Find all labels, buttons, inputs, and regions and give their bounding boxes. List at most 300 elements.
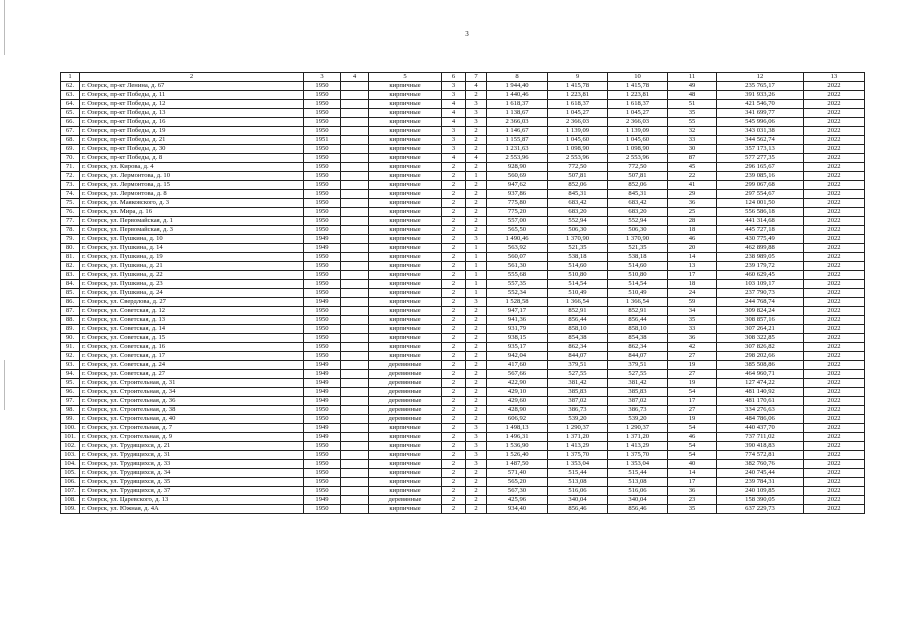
year-built-cell: 1950 [304,172,341,181]
cost-cell: 334 276,63 [717,406,804,415]
row-number-cell: 67. [61,127,80,136]
total-area-cell: 429,60 [487,397,548,406]
floors-cell: 2 [442,316,466,325]
year-cell: 2022 [804,442,865,451]
entrances-cell: 2 [466,190,487,199]
total-area-cell: 417,60 [487,361,548,370]
entrances-cell: 2 [466,316,487,325]
floors-cell: 2 [442,415,466,424]
col-4-cell [341,424,369,433]
year-cell: 2022 [804,334,865,343]
residents-cell: 46 [668,433,717,442]
table-row [61,469,865,478]
living-area-2-cell: 854,38 [608,334,668,343]
cost-cell: 308 857,16 [717,316,804,325]
address-cell: г. Озерск, ул. Трудящихся, д. 21 [80,442,304,451]
floors-cell: 2 [442,469,466,478]
total-area-cell: 571,40 [487,469,548,478]
residents-cell: 36 [668,199,717,208]
col-4-cell [341,172,369,181]
table-row [61,379,865,388]
year-cell: 2022 [804,145,865,154]
table-row [61,226,865,235]
wall-material-cell: кирпичные [369,298,442,307]
row-number-cell: 75. [61,199,80,208]
total-area-cell: 1 526,40 [487,451,548,460]
year-cell: 2022 [804,109,865,118]
table-row [61,199,865,208]
living-area-2-cell: 506,30 [608,226,668,235]
living-area-cell: 552,94 [548,217,608,226]
living-area-cell: 1 353,04 [548,460,608,469]
residents-cell: 35 [668,109,717,118]
row-number-cell: 73. [61,181,80,190]
col-4-cell [341,82,369,91]
total-area-cell: 565,20 [487,478,548,487]
address-cell: г. Озерск, ул. Строительная, д. 36 [80,397,304,406]
row-number-cell: 66. [61,118,80,127]
residents-cell: 17 [668,271,717,280]
address-cell: г. Озерск, ул. Пушкина, д. 10 [80,235,304,244]
year-cell: 2022 [804,433,865,442]
cost-cell: 556 586,18 [717,208,804,217]
year-cell: 2022 [804,478,865,487]
cost-cell: 296 165,67 [717,163,804,172]
total-area-cell: 1 490,46 [487,235,548,244]
residents-cell: 27 [668,406,717,415]
year-cell: 2022 [804,100,865,109]
row-number-cell: 85. [61,289,80,298]
entrances-cell: 3 [466,460,487,469]
year-built-cell: 1949 [304,496,341,505]
year-built-cell: 1950 [304,118,341,127]
row-number-cell: 100. [61,424,80,433]
living-area-cell: 340,04 [548,496,608,505]
living-area-2-cell: 1 415,78 [608,82,668,91]
col-4-cell [341,379,369,388]
cost-cell: 737 711,02 [717,433,804,442]
entrances-cell: 2 [466,415,487,424]
entrances-cell: 2 [466,379,487,388]
total-area-cell: 942,04 [487,352,548,361]
table-row [61,478,865,487]
floors-cell: 2 [442,424,466,433]
entrances-cell: 2 [466,388,487,397]
address-cell: г. Озерск, ул. Мира, д. 16 [80,208,304,217]
col-4-cell [341,415,369,424]
wall-material-cell: кирпичные [369,109,442,118]
year-built-cell: 1949 [304,298,341,307]
residents-cell: 36 [668,334,717,343]
residents-cell: 87 [668,154,717,163]
wall-material-cell: деревянные [369,406,442,415]
living-area-cell: 1 375,70 [548,451,608,460]
col-4-cell [341,262,369,271]
residents-cell: 51 [668,100,717,109]
wall-material-cell: кирпичные [369,208,442,217]
row-number-cell: 92. [61,352,80,361]
address-cell: г. Озерск, пр-кт Победы, д. 8 [80,154,304,163]
cost-cell: 244 768,74 [717,298,804,307]
cost-cell: 391 933,26 [717,91,804,100]
address-cell: г. Озерск, ул. Строительная, д. 9 [80,433,304,442]
row-number-cell: 70. [61,154,80,163]
year-built-cell: 1950 [304,91,341,100]
total-area-cell: 428,90 [487,406,548,415]
col-4-cell [341,388,369,397]
cost-cell: 297 554,67 [717,190,804,199]
wall-material-cell: кирпичные [369,226,442,235]
living-area-2-cell: 387,02 [608,397,668,406]
year-built-cell: 1949 [304,397,341,406]
col-4-cell [341,469,369,478]
table-row [61,316,865,325]
wall-material-cell: кирпичные [369,469,442,478]
living-area-2-cell: 507,81 [608,172,668,181]
address-cell: г. Озерск, ул. Советская, д. 12 [80,307,304,316]
floors-cell: 2 [442,397,466,406]
living-area-2-cell: 852,06 [608,181,668,190]
cost-cell: 299 067,68 [717,181,804,190]
entrances-cell: 3 [466,298,487,307]
total-area-cell: 1 155,87 [487,136,548,145]
address-cell: г. Озерск, ул. Лермонтова, д. 8 [80,190,304,199]
address-cell: г. Озерск, ул. Строительная, д. 7 [80,424,304,433]
wall-material-cell: кирпичные [369,280,442,289]
col-4-cell [341,244,369,253]
cost-cell: 441 314,68 [717,217,804,226]
address-cell: г. Озерск, ул. Советская, д. 15 [80,334,304,343]
table-row [61,100,865,109]
row-number-cell: 103. [61,451,80,460]
wall-material-cell: кирпичные [369,460,442,469]
total-area-cell: 560,69 [487,172,548,181]
year-built-cell: 1950 [304,460,341,469]
col-4-cell [341,316,369,325]
floors-cell: 3 [442,82,466,91]
year-cell: 2022 [804,190,865,199]
entrances-cell: 1 [466,289,487,298]
floors-cell: 2 [442,442,466,451]
living-area-2-cell: 1 223,81 [608,91,668,100]
table-row [61,361,865,370]
floors-cell: 3 [442,136,466,145]
living-area-cell: 852,91 [548,307,608,316]
year-built-cell: 1950 [304,487,341,496]
margin-mark [4,360,5,410]
living-area-cell: 1 139,09 [548,127,608,136]
year-cell: 2022 [804,118,865,127]
living-area-2-cell: 538,18 [608,253,668,262]
entrances-cell: 2 [466,505,487,514]
table-row [61,127,865,136]
table-row [61,280,865,289]
row-number-cell: 72. [61,172,80,181]
table-row [61,253,865,262]
year-built-cell: 1949 [304,235,341,244]
wall-material-cell: кирпичные [369,199,442,208]
residents-cell: 14 [668,253,717,262]
year-cell: 2022 [804,325,865,334]
living-area-cell: 858,10 [548,325,608,334]
year-cell: 2022 [804,82,865,91]
entrances-cell: 1 [466,280,487,289]
entrances-cell: 2 [466,343,487,352]
floors-cell: 3 [442,127,466,136]
entrances-cell: 2 [466,217,487,226]
floors-cell: 2 [442,244,466,253]
year-built-cell: 1950 [304,208,341,217]
year-cell: 2022 [804,91,865,100]
col-4-cell [341,109,369,118]
table-row [61,190,865,199]
year-built-cell: 1949 [304,379,341,388]
address-cell: г. Озерск, ул. Лермонтова, д. 15 [80,181,304,190]
wall-material-cell: кирпичные [369,253,442,262]
col-4-cell [341,190,369,199]
living-area-cell: 1 413,29 [548,442,608,451]
total-area-cell: 1 536,90 [487,442,548,451]
year-built-cell: 1950 [304,325,341,334]
living-area-2-cell: 515,44 [608,469,668,478]
living-area-2-cell: 844,07 [608,352,668,361]
row-number-cell: 62. [61,82,80,91]
residents-cell: 13 [668,262,717,271]
cost-cell: 341 699,77 [717,109,804,118]
year-built-cell: 1950 [304,406,341,415]
address-cell: г. Озерск, пр-кт Победы, д. 21 [80,136,304,145]
living-area-cell: 538,18 [548,253,608,262]
living-area-cell: 1 618,37 [548,100,608,109]
living-area-2-cell: 852,91 [608,307,668,316]
wall-material-cell: кирпичные [369,154,442,163]
living-area-2-cell: 379,51 [608,361,668,370]
cost-cell: 308 322,85 [717,334,804,343]
wall-material-cell: кирпичные [369,118,442,127]
address-cell: г. Озерск, ул. Советская, д. 16 [80,343,304,352]
floors-cell: 2 [442,361,466,370]
entrances-cell: 3 [466,100,487,109]
address-cell: г. Озерск, ул. Пушкина, д. 14 [80,244,304,253]
address-cell: г. Озерск, ул. Первомайская, д. 3 [80,226,304,235]
col-4-cell [341,433,369,442]
floors-cell: 2 [442,343,466,352]
year-built-cell: 1950 [304,154,341,163]
residents-cell: 29 [668,190,717,199]
living-area-2-cell: 1 290,37 [608,424,668,433]
header-cell: 12 [717,73,804,82]
row-number-cell: 102. [61,442,80,451]
col-4-cell [341,181,369,190]
year-cell: 2022 [804,352,865,361]
year-built-cell: 1950 [304,190,341,199]
year-built-cell: 1950 [304,262,341,271]
year-built-cell: 1950 [304,145,341,154]
year-cell: 2022 [804,370,865,379]
total-area-cell: 1 440,46 [487,91,548,100]
living-area-cell: 1 290,37 [548,424,608,433]
address-cell: г. Озерск, пр-кт Победы, д. 11 [80,91,304,100]
entrances-cell: 1 [466,271,487,280]
col-4-cell [341,280,369,289]
table-row [61,406,865,415]
total-area-cell: 422,90 [487,379,548,388]
total-area-cell: 931,79 [487,325,548,334]
entrances-cell: 2 [466,136,487,145]
residents-cell: 35 [668,505,717,514]
residents-cell: 48 [668,91,717,100]
floors-cell: 2 [442,271,466,280]
row-number-cell: 107. [61,487,80,496]
residents-cell: 41 [668,181,717,190]
wall-material-cell: кирпичные [369,325,442,334]
row-number-cell: 94. [61,370,80,379]
entrances-cell: 3 [466,451,487,460]
floors-cell: 2 [442,190,466,199]
year-cell: 2022 [804,388,865,397]
row-number-cell: 76. [61,208,80,217]
cost-cell: 774 572,81 [717,451,804,460]
table-row [61,442,865,451]
wall-material-cell: кирпичные [369,487,442,496]
cost-cell: 445 727,18 [717,226,804,235]
total-area-cell: 429,10 [487,388,548,397]
year-cell: 2022 [804,379,865,388]
table-row [61,397,865,406]
entrances-cell: 1 [466,253,487,262]
wall-material-cell: деревянные [369,388,442,397]
living-area-cell: 506,30 [548,226,608,235]
living-area-cell: 515,44 [548,469,608,478]
wall-material-cell: кирпичные [369,100,442,109]
cost-cell: 464 960,71 [717,370,804,379]
row-number-cell: 80. [61,244,80,253]
floors-cell: 2 [442,208,466,217]
living-area-2-cell: 2 553,96 [608,154,668,163]
year-built-cell: 1950 [304,478,341,487]
living-area-cell: 1 098,90 [548,145,608,154]
living-area-cell: 514,54 [548,280,608,289]
address-cell: г. Озерск, ул. Строительная, д. 38 [80,406,304,415]
header-cell: 5 [369,73,442,82]
year-cell: 2022 [804,451,865,460]
living-area-2-cell: 862,34 [608,343,668,352]
living-area-cell: 1 045,60 [548,136,608,145]
total-area-cell: 606,92 [487,415,548,424]
residents-cell: 40 [668,460,717,469]
wall-material-cell: кирпичные [369,172,442,181]
year-built-cell: 1950 [304,442,341,451]
table-row [61,109,865,118]
header-cell: 6 [442,73,466,82]
entrances-cell: 3 [466,433,487,442]
total-area-cell: 938,15 [487,334,548,343]
year-cell: 2022 [804,217,865,226]
year-built-cell: 1950 [304,316,341,325]
address-cell: г. Озерск, ул. Трудящихся, д. 35 [80,478,304,487]
living-area-cell: 513,08 [548,478,608,487]
wall-material-cell: кирпичные [369,289,442,298]
col-4-cell [341,352,369,361]
table-row [61,217,865,226]
wall-material-cell: кирпичные [369,262,442,271]
year-built-cell: 1949 [304,361,341,370]
entrances-cell: 2 [466,145,487,154]
col-4-cell [341,505,369,514]
residents-cell: 18 [668,280,717,289]
wall-material-cell: кирпичные [369,244,442,253]
address-cell: г. Озерск, ул. Трудящихся, д. 34 [80,469,304,478]
year-built-cell: 1950 [304,343,341,352]
living-area-cell: 1 223,81 [548,91,608,100]
table-row [61,496,865,505]
living-area-2-cell: 513,08 [608,478,668,487]
floors-cell: 3 [442,91,466,100]
year-built-cell: 1950 [304,505,341,514]
residents-cell: 22 [668,172,717,181]
year-built-cell: 1950 [304,199,341,208]
col-4-cell [341,235,369,244]
residents-cell: 32 [668,127,717,136]
living-area-cell: 379,51 [548,361,608,370]
address-cell: г. Озерск, ул. Советская, д. 13 [80,316,304,325]
total-area-cell: 2 553,96 [487,154,548,163]
residents-cell: 54 [668,388,717,397]
col-4-cell [341,478,369,487]
wall-material-cell: кирпичные [369,145,442,154]
header-cell: 3 [304,73,341,82]
living-area-2-cell: 514,60 [608,262,668,271]
total-area-cell: 935,17 [487,343,548,352]
entrances-cell: 2 [466,226,487,235]
entrances-cell: 2 [466,199,487,208]
entrances-cell: 3 [466,442,487,451]
cost-cell: 357 173,13 [717,145,804,154]
living-area-cell: 514,60 [548,262,608,271]
col-4-cell [341,334,369,343]
row-number-cell: 97. [61,397,80,406]
cost-cell: 385 508,86 [717,361,804,370]
year-cell: 2022 [804,496,865,505]
living-area-cell: 510,49 [548,289,608,298]
total-area-cell: 557,00 [487,217,548,226]
table-row [61,307,865,316]
floors-cell: 2 [442,433,466,442]
table-row [61,289,865,298]
floors-cell: 2 [442,253,466,262]
floors-cell: 2 [442,163,466,172]
cost-cell: 298 202,66 [717,352,804,361]
address-cell: г. Озерск, пр-кт Ленина, д. 67 [80,82,304,91]
entrances-cell: 3 [466,424,487,433]
year-cell: 2022 [804,208,865,217]
col-4-cell [341,487,369,496]
wall-material-cell: кирпичные [369,505,442,514]
living-area-2-cell: 539,20 [608,415,668,424]
wall-material-cell: кирпичные [369,136,442,145]
entrances-cell: 2 [466,181,487,190]
wall-material-cell: кирпичные [369,451,442,460]
wall-material-cell: кирпичные [369,190,442,199]
year-cell: 2022 [804,469,865,478]
living-area-cell: 527,55 [548,370,608,379]
floors-cell: 4 [442,118,466,127]
living-area-cell: 516,06 [548,487,608,496]
col-4-cell [341,451,369,460]
living-area-2-cell: 516,06 [608,487,668,496]
living-area-2-cell: 1 098,90 [608,145,668,154]
residents-cell: 35 [668,316,717,325]
